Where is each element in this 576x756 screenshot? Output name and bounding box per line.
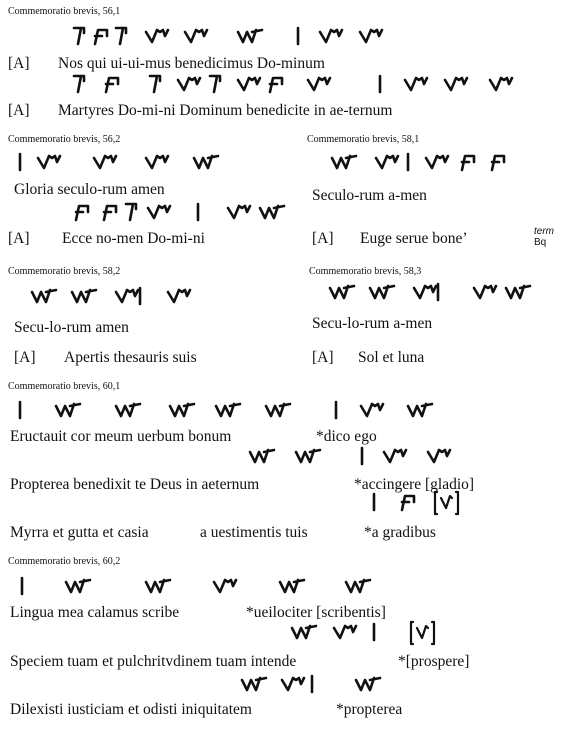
neume-glyph — [280, 580, 304, 592]
neume-glyph — [266, 404, 290, 416]
neume-glyph — [435, 492, 458, 514]
neume-glyph — [74, 28, 84, 44]
verse-line-56-2-a: Gloria seculo-rum amen — [14, 181, 165, 198]
neume-glyph — [238, 78, 260, 90]
section-caption-58-3: Commemoratio brevis, 58,3 — [309, 266, 422, 277]
verse-text: Nos qui ui-ui-mus benedicimus Do-minum — [58, 55, 325, 72]
neume-glyph — [126, 204, 136, 220]
verse-line-56-1-a — [8, 55, 325, 73]
term-word: term — [534, 226, 554, 237]
neume-glyph — [462, 156, 474, 170]
verse-text: Sol et luna — [358, 349, 425, 366]
antiphon-marker: [A] — [8, 55, 30, 72]
neume-glyph — [346, 580, 370, 592]
neume-line-60-2-a — [14, 574, 384, 600]
neume-glyph — [76, 206, 88, 220]
verse-cue: *accingere [gladio] — [354, 476, 475, 493]
verse-text: Propterea benedixit te Deus in aeternum — [10, 476, 260, 493]
neume-glyph — [178, 78, 200, 90]
verse-line-60-2-c — [10, 701, 403, 719]
neume-glyph — [361, 404, 383, 416]
neume-glyph — [405, 78, 427, 90]
antiphon-marker: [A] — [8, 102, 30, 119]
neume-glyph — [104, 206, 116, 220]
verse-line-58-2-b — [14, 349, 197, 367]
term-label — [534, 226, 554, 248]
section-caption-60-2: Commemoratio brevis, 60,2 — [8, 556, 121, 567]
neume-glyph — [238, 30, 262, 42]
neume-glyph — [320, 30, 342, 42]
neume-glyph — [66, 580, 90, 592]
verse-text: Apertis thesauris suis — [64, 349, 197, 366]
neume-glyph — [356, 678, 380, 690]
neume-glyph — [270, 78, 282, 92]
section-caption-58-1: Commemoratio brevis, 58,1 — [307, 134, 420, 145]
neume-glyph — [214, 580, 236, 592]
antiphon-marker: [A] — [312, 349, 334, 366]
neume-glyph — [490, 78, 512, 90]
neume-line-60-2-c — [230, 672, 410, 698]
neume-glyph — [308, 78, 330, 90]
verse-text: a uestimentis tuis — [200, 524, 308, 541]
verse-text: Ecce no-men Do-mi-ni — [62, 230, 205, 247]
neume-glyph — [330, 286, 354, 298]
verse-line-60-2-b — [10, 653, 470, 671]
section-caption-56-1: Commemoratio brevis, 56,1 — [8, 6, 121, 17]
neume-glyph — [146, 30, 168, 42]
neume-line-56-2-b — [66, 200, 276, 226]
neume-glyph — [116, 404, 140, 416]
neume-glyph — [116, 290, 138, 302]
neume-glyph — [94, 156, 116, 168]
neume-line-60-1-a — [14, 398, 434, 424]
neume-glyph — [428, 450, 450, 462]
neume-glyph — [402, 496, 414, 510]
verse-cue: *[prospere] — [398, 653, 470, 670]
neume-glyph — [194, 156, 218, 168]
neume-glyph — [168, 290, 190, 302]
neume-glyph — [474, 286, 496, 298]
neume-glyph — [360, 30, 382, 42]
neume-line-56-1-b — [58, 72, 508, 98]
neume-glyph — [242, 678, 266, 690]
neume-glyph — [148, 206, 170, 218]
neume-glyph — [72, 290, 96, 302]
verse-line-58-1-a: Seculo-rum a-men — [312, 187, 427, 204]
neume-glyph — [414, 286, 436, 298]
neume-glyph — [170, 404, 194, 416]
neume-line-60-2-b — [280, 620, 500, 648]
neume-glyph — [492, 156, 504, 170]
neume-glyph — [146, 156, 168, 168]
verse-line-58-1-b — [312, 230, 468, 248]
neume-glyph — [38, 156, 60, 168]
verse-text: Eructauit cor meum uerbum bonum — [10, 428, 232, 445]
verse-text: Speciem tuam et pulchritvdinem tuam intende — [10, 653, 297, 670]
verse-text: Euge serue bone’ — [360, 230, 468, 247]
verse-cue: *ueilociter [scribentis] — [246, 604, 386, 621]
neume-glyph — [426, 156, 448, 168]
verse-line-60-1-c — [10, 524, 436, 542]
neume-glyph — [150, 76, 160, 92]
verse-line-60-1-b — [10, 476, 475, 494]
neume-glyph — [332, 156, 356, 168]
verse-text: Lingua mea calamus scribe — [10, 604, 180, 621]
antiphon-marker: [A] — [14, 349, 36, 366]
verse-line-58-2-a: Secu-lo-rum amen — [14, 319, 129, 336]
neume-glyph — [32, 290, 56, 302]
antiphon-marker: [A] — [8, 230, 30, 247]
verse-cue: *a gradibus — [364, 524, 436, 541]
neume-line-56-1-a — [58, 24, 388, 50]
neume-glyph — [185, 30, 207, 42]
neume-glyph — [116, 28, 126, 44]
verse-line-60-2-a — [10, 604, 386, 622]
verse-cue: *dico ego — [316, 428, 377, 445]
neume-glyph — [216, 404, 240, 416]
neume-glyph — [56, 404, 80, 416]
neume-glyph — [408, 404, 432, 416]
verse-cue: *propterea — [336, 701, 403, 718]
neume-line-56-2-a — [12, 150, 242, 176]
verse-line-58-3-a: Secu-lo-rum a-men — [312, 315, 433, 332]
neume-line-58-1-a — [312, 150, 502, 176]
neume-line-60-1-c — [360, 490, 480, 518]
neume-glyph — [260, 206, 284, 218]
neume-glyph — [384, 450, 406, 462]
section-caption-58-2: Commemoratio brevis, 58,2 — [8, 266, 121, 277]
neume-glyph — [376, 156, 398, 168]
verse-line-56-2-b — [8, 230, 205, 248]
neume-glyph — [370, 286, 394, 298]
section-caption-60-1: Commemoratio brevis, 60,1 — [8, 381, 121, 392]
neume-glyph — [334, 626, 356, 638]
neume-glyph — [411, 622, 434, 644]
neume-glyph — [95, 30, 107, 44]
verse-line-58-3-b — [312, 349, 425, 367]
neume-glyph — [106, 78, 118, 92]
verse-line-60-1-a — [10, 428, 377, 446]
neume-glyph — [506, 286, 530, 298]
neume-line-60-1-b — [236, 444, 476, 470]
neume-glyph — [296, 450, 320, 462]
verse-text: Martyres Do-mi-ni Dominum benedicite in ae-ternum — [58, 102, 393, 119]
term-code: Bq — [534, 237, 547, 248]
neume-glyph — [282, 678, 304, 690]
antiphon-marker: [A] — [312, 230, 334, 247]
neume-glyph — [445, 78, 467, 90]
verse-line-56-1-b — [8, 102, 393, 120]
neume-glyph — [228, 206, 250, 218]
neume-glyph — [146, 580, 170, 592]
neume-line-58-2-a — [14, 284, 184, 310]
verse-text: Dilexisti iusticiam et odisti iniquitatem — [10, 701, 252, 718]
verse-text: Myrra et gutta et casia — [10, 524, 149, 541]
neume-glyph — [250, 450, 274, 462]
neume-line-58-3-a — [312, 280, 522, 306]
neume-glyph — [74, 76, 84, 92]
neume-glyph — [210, 76, 220, 92]
section-caption-56-2: Commemoratio brevis, 56,2 — [8, 134, 121, 145]
neume-glyph — [292, 626, 316, 638]
